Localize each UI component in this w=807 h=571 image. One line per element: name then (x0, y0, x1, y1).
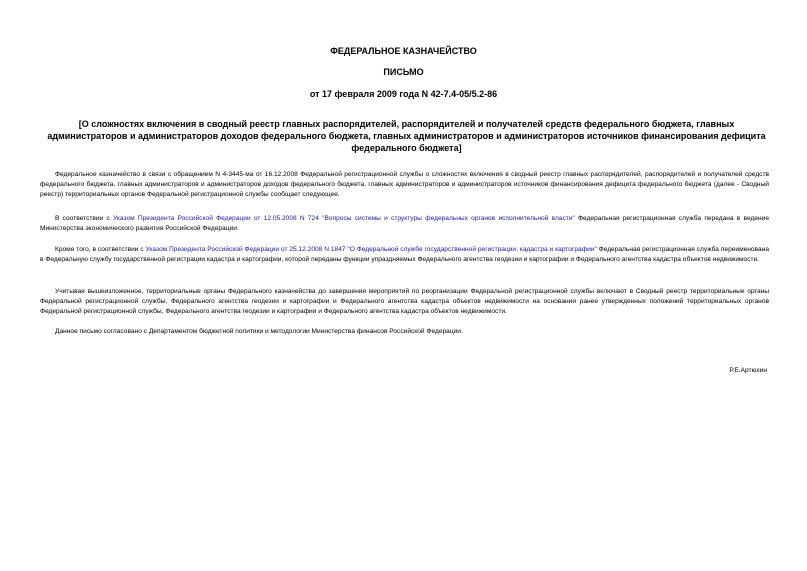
body-paragraph-1: Федеральное казначейство в связи с обращением N 4-3445-ма от 16.12.2008 Федеральной регистрационной службы о сложностях включения в сводный реестр главных распорядителей, распорядителей и получателей средств федерального бюджета, главных администраторов и администраторов доходов федерального бюджета, главных администраторов и администраторов источников финансирования дефицита федерального бюджета (далее - Сводный реестр) территориальных органов Федеральной регистрационной службы сообщает следующее. (40, 171, 769, 198)
paragraph-3-text-before: Кроме того, в соответствии с (55, 246, 146, 253)
decree-1847-link[interactable]: Указом Президента Российской Федерации от 25.12.2008 N 1847 "О Федеральной службе государственной регистрации, кадастра и картографии" (145, 246, 597, 253)
paragraph-3-text-after: Федеральная регистрационная служба переименована в Федеральную службу государственной регистрации кадастра и картографии, которой переданы функции упраздняемых Федерального агентства геодезии и картографии и Федерального агентства кадастра объектов недвижимости. (40, 246, 770, 263)
organization-heading: ФЕДЕРАЛЬНОЕ КАЗНАЧЕЙСТВО (330, 46, 477, 56)
signature: Р.Е.Артюхин (729, 367, 767, 374)
document-date-number: от 17 февраля 2009 года N 42-7.4-05/5.2-86 (309, 89, 498, 99)
body-paragraph-4: Учитывая вышеизложенное, территориальные органы Федерального казначейства до завершения мероприятий по реорганизации Федеральной регистрационной службы включают в Сводный реестр территориальные органы Федеральной регистрационной службы, Федерального агентства геодезии и картографии и Федерального агентства кадастра объектов недвижимости на основании ранее утвержденных положений территориальных органов Федеральной регистрационной службы, Федерального агентства геодезии и картографии и Федерального агентства кадастра объектов недвижимости. (40, 288, 769, 315)
body-paragraph-2 (40, 214, 769, 234)
body-paragraph-3 (40, 245, 769, 265)
document-subject: [О сложностях включения в сводный реестр главных распорядителей, распорядителей и получателей средств федерального бюджета, главных администраторов и администраторов доходов федерального бюджета, главных администраторов и администраторов источников финансирования дефицита федерального бюджета] (47, 119, 766, 153)
document-type-heading: ПИСЬМО (383, 67, 424, 77)
body-paragraph-5: Данное письмо согласовано с Департаментом бюджетной политики и методологии Министерства финансов Российской Федерации. (55, 328, 463, 335)
paragraph-2-text-before: В соответствии с (55, 215, 113, 222)
decree-724-link[interactable]: Указом Президента Российской Федерации от 12.05.2008 N 724 "Вопросы системы и структуры федеральных органов исполнительной власти" (113, 215, 575, 222)
paragraph-2-text-after: Федеральная регистрационная служба передана в ведение Министерства экономического развития Российской Федерации. (40, 215, 769, 232)
